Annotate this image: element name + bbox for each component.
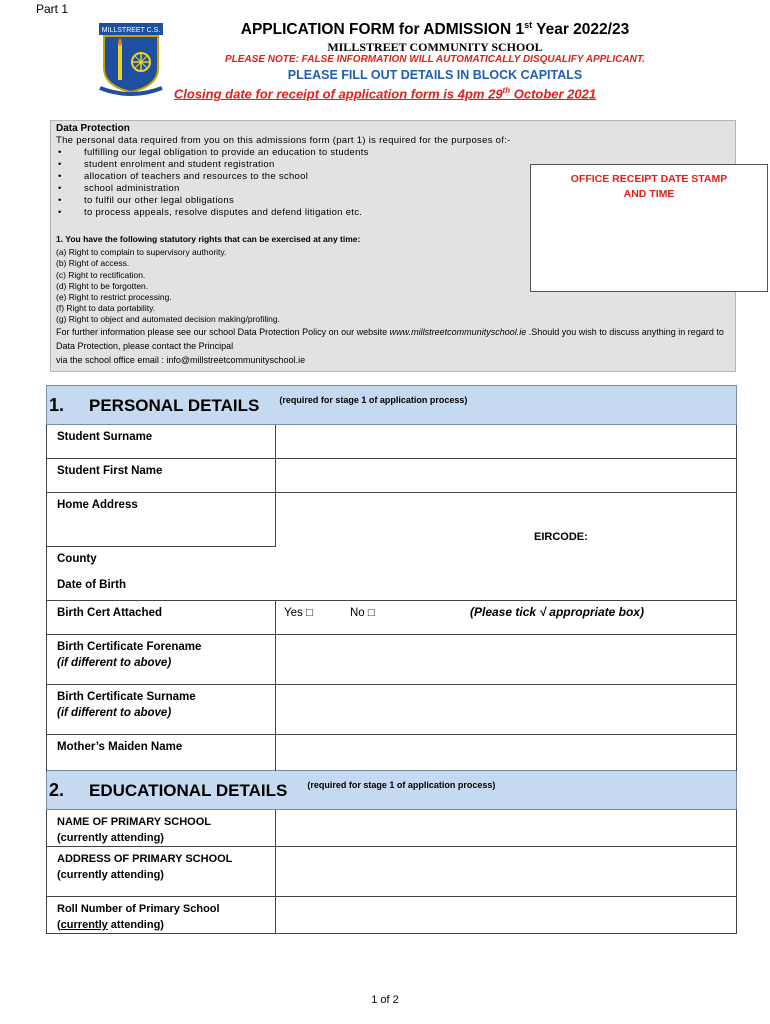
- list-item: (f) Right to data portability.: [56, 303, 156, 314]
- list-item: (d) Right to be forgotten.: [56, 280, 149, 291]
- bc-forename-label: Birth Certificate Forename (if different to above): [47, 635, 276, 685]
- bc-surname-field[interactable]: [276, 685, 737, 735]
- bc-surname-label: Birth Certificate Surname (if different to above): [47, 685, 276, 735]
- closing-date: Closing date for receipt of application form is 4pm 29th October 2021: [173, 86, 597, 102]
- primary-school-address-label: ADDRESS OF PRIMARY SCHOOL (currently attending): [47, 847, 276, 897]
- list-item: • allocation of teachers and resources to the school: [56, 171, 369, 183]
- data-protection-box: [50, 120, 736, 372]
- bc-forename-field[interactable]: [276, 635, 737, 685]
- block-capitals-note: PLEASE FILL OUT DETAILS IN BLOCK CAPITALS: [287, 68, 583, 82]
- website-link[interactable]: www.millstreetcommunityschool.ie: [389, 327, 527, 337]
- further-info: For further information please see our school Data Protection Policy on our website www.millstreetcommunityschool.ie .Should you wish to discuss anything in regard to Data Protection, please contact the Principal via the school office email : info@millstreetcommunityschool.ie: [56, 327, 724, 365]
- school-name: MILLSTREET COMMUNITY SCHOOL: [327, 40, 543, 54]
- date-of-birth-label: Date of Birth: [47, 573, 276, 601]
- birth-cert-no-checkbox[interactable]: No □: [350, 607, 375, 619]
- list-item: (g) Right to object and automated decision making/profiling.: [56, 314, 280, 325]
- section-educational-header: 2. EDUCATIONAL DETAILS (required for stage 1 of application process): [47, 771, 737, 810]
- purposes-list: [56, 147, 369, 219]
- maiden-name-field[interactable]: [276, 735, 737, 771]
- birth-cert-label: Birth Cert Attached: [47, 601, 276, 635]
- page-number: 1 of 2: [371, 994, 399, 1006]
- student-surname-field[interactable]: [276, 425, 737, 459]
- tick-instruction: (Please tick √ appropriate box): [470, 605, 644, 619]
- list-item: • to process appeals, resolve disputes and defend litigation etc.: [56, 207, 369, 219]
- data-protection-intro: The personal data required from you on this admissions form (part 1) is required for the purposes of:-: [56, 135, 511, 146]
- rights-list: [56, 234, 360, 326]
- roll-number-label: Roll Number of Primary School (currently attending): [47, 897, 276, 934]
- list-item: • student enrolment and student registration: [56, 159, 369, 171]
- home-address-label: Home Address: [47, 493, 276, 517]
- list-item: • to fulfil our other legal obligations: [56, 195, 369, 207]
- home-address-field[interactable]: [276, 493, 737, 547]
- student-surname-label: Student Surname: [47, 425, 276, 459]
- address-label-spacer: [47, 517, 276, 547]
- data-protection-heading: Data Protection: [56, 123, 130, 134]
- roll-number-field[interactable]: [276, 897, 737, 934]
- county-field[interactable]: [276, 547, 737, 573]
- birth-cert-options: [276, 601, 737, 635]
- list-item: (a) Right to complain to supervisory authority.: [56, 247, 227, 258]
- disqualify-warning: PLEASE NOTE: FALSE INFORMATION WILL AUTOMATICALLY DISQUALIFY APPLICANT.: [225, 54, 645, 65]
- primary-school-name-field[interactable]: [276, 810, 737, 847]
- part-label: Part 1: [36, 2, 69, 16]
- list-item: (c) Right to rectification.: [56, 269, 146, 280]
- application-form: [46, 385, 736, 934]
- rights-heading: 1. You have the following statutory rights that can be exercised at any time:: [56, 234, 361, 244]
- section-personal-header: 1. PERSONAL DETAILS (required for stage 1 of application process): [47, 386, 737, 425]
- date-of-birth-field[interactable]: [276, 573, 737, 601]
- form-title: APPLICATION FORM for ADMISSION 1st Year 2022/23: [240, 20, 630, 39]
- birth-cert-yes-checkbox[interactable]: Yes □: [284, 607, 313, 619]
- stamp-label: AND TIME: [623, 188, 675, 200]
- list-item: (b) Right of access.: [56, 258, 130, 269]
- svg-text:MILLSTREET C.S.: MILLSTREET C.S.: [101, 27, 161, 34]
- student-first-name-label: Student First Name: [47, 459, 276, 493]
- primary-school-name-label: NAME OF PRIMARY SCHOOL (currently attending): [47, 810, 276, 847]
- list-item: • fulfilling our legal obligation to provide an education to students: [56, 147, 369, 159]
- eircode-label: EIRCODE:: [534, 531, 588, 543]
- stamp-label: OFFICE RECEIPT DATE STAMP: [570, 173, 728, 185]
- list-item: • school administration: [56, 183, 369, 195]
- list-item: (e) Right to restrict processing.: [56, 291, 172, 302]
- office-stamp-box: [530, 164, 768, 292]
- student-first-name-field[interactable]: [276, 459, 737, 493]
- primary-school-address-field[interactable]: [276, 847, 737, 897]
- county-label: County: [47, 547, 276, 573]
- maiden-name-label: Mother’s Maiden Name: [47, 735, 276, 771]
